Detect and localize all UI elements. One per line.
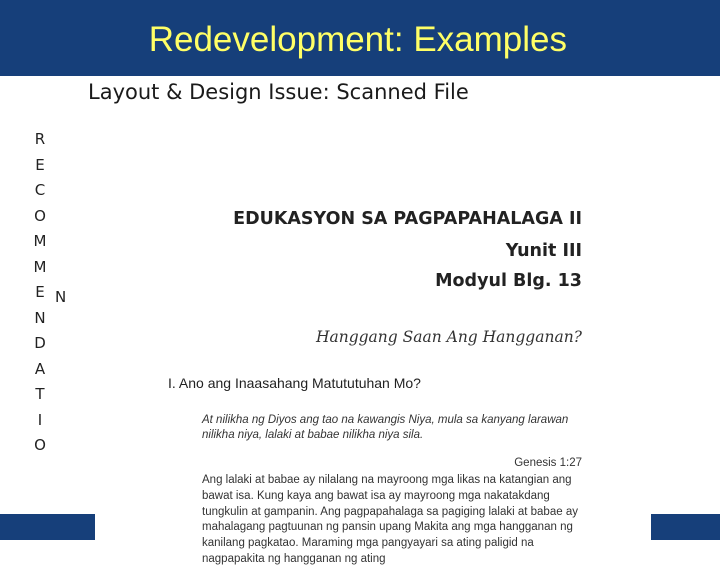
footer-bar-right (651, 514, 720, 540)
vertical-letter: E (35, 283, 45, 301)
scanned-document-image (160, 195, 600, 565)
vertical-letter: M (33, 257, 47, 276)
vertical-letter: R (34, 130, 46, 148)
scan-unit: Yunit III (505, 241, 582, 261)
vertical-letter: O (34, 436, 46, 454)
vertical-letter: D (34, 334, 46, 352)
scan-heading: EDUKASYON SA PAGPAPAHALAGA II (233, 209, 582, 229)
vertical-letter: M (33, 232, 47, 250)
vertical-letter: I (37, 410, 43, 429)
vertical-letter: T (35, 385, 45, 403)
vertical-letter: O (34, 206, 46, 225)
scan-body-paragraph: Ang lalaki at babae ay nilalang na mayroong mga likas na katangian ang bawat isa. Kung kaya ang bawat isa ay mayroong mga nakatakdang tungkulin at gampanin. Ang pagpapahalaga sa pagiging lalaki at babae ay mahalagang pagtuunan ng pansin upang Makita ang mga hangganan ng kanilang pagkatao. Maraming mga pangyayari sa ating paligid na nagpapakita ng hangganan ng ating (202, 474, 578, 565)
slide-title-container (0, 0, 700, 76)
scan-section-heading: I. Ano ang Inaasahang Matututuhan Mo? (168, 375, 421, 391)
footer-bar-left (0, 514, 95, 540)
scan-module: Modyul Blg. 13 (435, 271, 582, 291)
stray-letter: N (55, 288, 67, 306)
vertical-letter: N (34, 308, 46, 327)
scan-verse: At nilikha ng Diyos ang tao na kawangis Niya, mula sa kanyang larawan nilikha niya, lalaki at babae nilikha niya sila. (202, 414, 569, 441)
slide-subtitle: Layout & Design Issue: Scanned File (88, 80, 469, 104)
vertical-letter: C (34, 181, 46, 199)
scan-lesson-title: Hanggang Saan Ang Hangganan? (315, 328, 582, 346)
slide-title: Redevelopment: Examples (148, 20, 567, 59)
vertical-letter: E (35, 155, 45, 174)
scan-reference: Genesis 1:27 (514, 457, 582, 469)
vertical-letter: A (34, 359, 46, 378)
